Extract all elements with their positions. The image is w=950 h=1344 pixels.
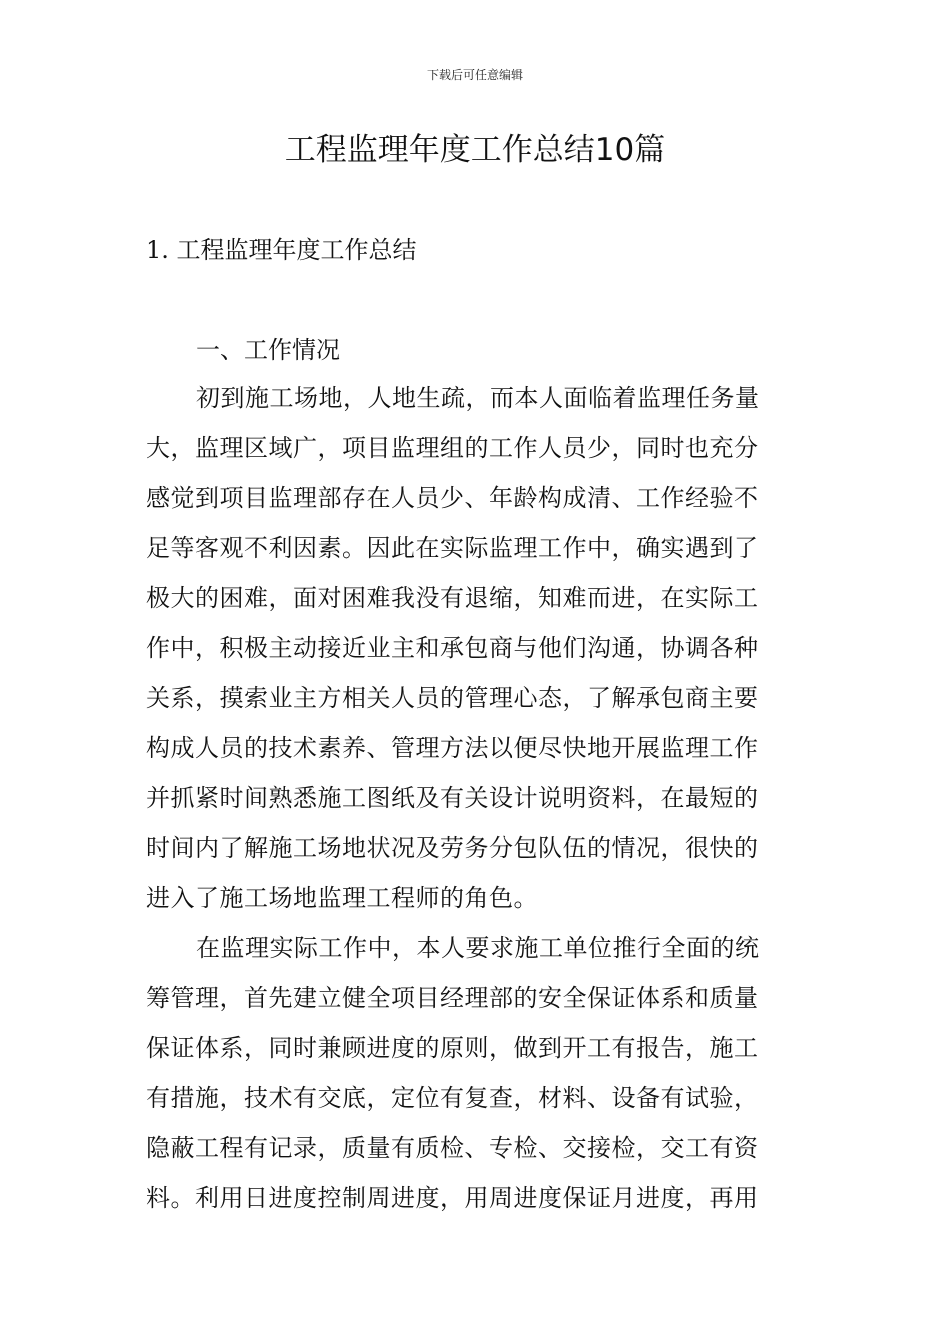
paragraph-line: 筹管理，首先建立健全项目经理部的安全保证体系和质量 (146, 984, 759, 1012)
document-title: 工程监理年度工作总结10篇 (284, 132, 666, 168)
paragraph-line: 作中，积极主动接近业主和承包商与他们沟通，协调各种 (146, 634, 759, 662)
paragraph-line: 有措施，技术有交底，定位有复查，材料、设备有试验， (146, 1084, 759, 1112)
paragraph-line: 隐蔽工程有记录，质量有质检、专检、交接检，交工有资 (146, 1134, 759, 1162)
paragraph-line: 进入了施工场地监理工程师的角色。 (146, 884, 538, 912)
section-heading: 1. 工程监理年度工作总结 (146, 236, 417, 264)
paragraph-line: 极大的困难，面对困难我没有退缩，知难而进，在实际工 (146, 584, 759, 612)
paragraph-line: 感觉到项目监理部存在人员少、年龄构成清、工作经验不 (146, 484, 759, 512)
paragraph-line: 构成人员的技术素养、管理方法以便尽快地开展监理工作 (146, 734, 759, 762)
paragraph-line: 并抓紧时间熟悉施工图纸及有关设计说明资料，在最短的 (146, 784, 759, 812)
paragraph-line: 初到施工场地，人地生疏，而本人面临着监理任务量 (196, 384, 760, 412)
paragraph-line: 在监理实际工作中，本人要求施工单位推行全面的统 (196, 934, 760, 962)
paragraph (146, 373, 816, 923)
paragraph (146, 923, 816, 1223)
sub-heading: 一、工作情况 (196, 336, 340, 364)
paragraph-line: 关系，摸索业主方相关人员的管理心态，了解承包商主要 (146, 684, 759, 712)
paragraph-line: 大，监理区域广，项目监理组的工作人员少，同时也充分 (146, 434, 759, 462)
paragraph-line: 时间内了解施工场地状况及劳务分包队伍的情况，很快的 (146, 834, 759, 862)
paragraph-line: 足等客观不利因素。因此在实际监理工作中，确实遇到了 (146, 534, 759, 562)
paragraph-line: 料。利用日进度控制周进度，用周进度保证月进度，再用 (146, 1184, 759, 1212)
header-note: 下载后可任意编辑 (426, 68, 523, 82)
paragraph-line: 保证体系，同时兼顾进度的原则，做到开工有报告，施工 (146, 1034, 759, 1062)
